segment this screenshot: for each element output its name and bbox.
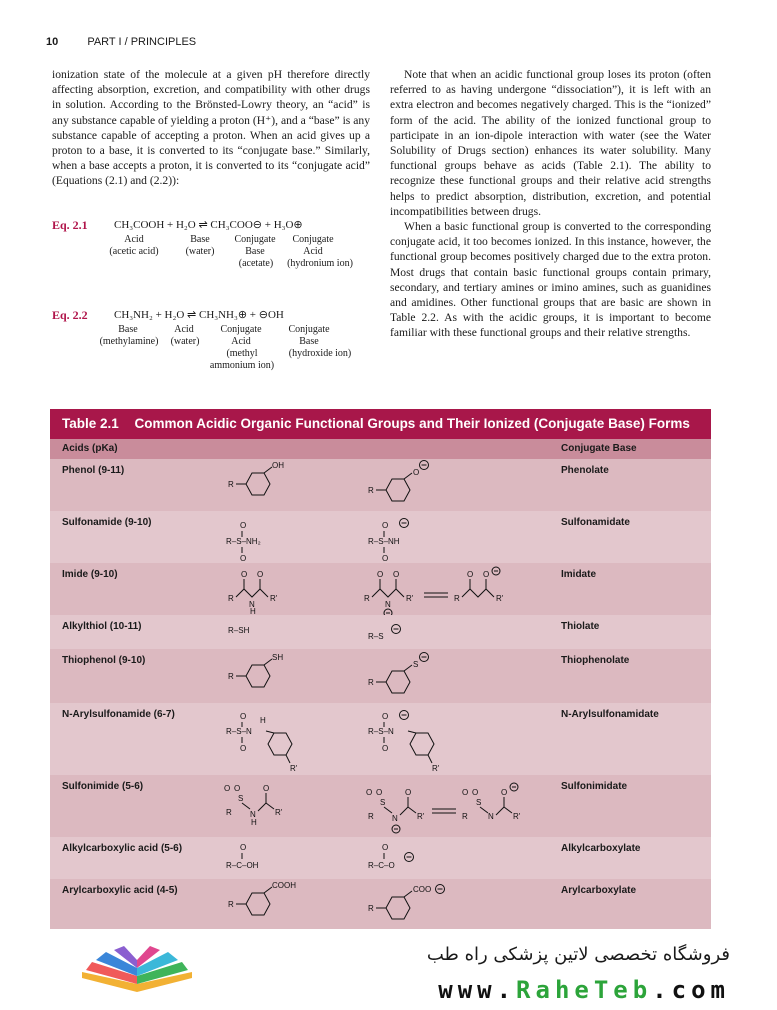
- group-label: R–S–N: [226, 727, 252, 736]
- right-column: [390, 67, 711, 341]
- table-row: [50, 615, 711, 649]
- sulfonimidate-structure: [362, 775, 562, 837]
- column-header-acids: Acids (pKa): [62, 443, 118, 454]
- term-role: Conjugate Acid: [220, 324, 262, 347]
- alkylcarboxylate-structure: [362, 837, 472, 879]
- svg-text:S: S: [238, 794, 244, 803]
- group-label: N: [385, 600, 391, 609]
- shop-url[interactable]: [400, 976, 730, 1004]
- svg-text:R: R: [226, 808, 232, 817]
- thiophenol-structure: [220, 649, 330, 703]
- group-label: R–S: [368, 632, 384, 641]
- url-prefix: www.: [438, 976, 517, 1004]
- column-header-conjugate-base: Conjugate Base: [561, 443, 637, 454]
- left-column: [52, 67, 370, 189]
- svg-text:R: R: [228, 900, 234, 909]
- term-role: Conjugate Base: [288, 324, 330, 347]
- svg-text:R: R: [228, 480, 234, 489]
- term-name: (methyl ammonium ion): [209, 348, 275, 371]
- url-brand: RaheTeb: [516, 976, 653, 1004]
- equation-label: Eq. 2.2: [52, 308, 88, 322]
- thiophenolate-structure: [362, 649, 472, 703]
- group-label: COOH: [272, 881, 296, 890]
- svg-text:H: H: [250, 607, 256, 615]
- group-label: N: [392, 814, 398, 823]
- shop-name: فروشگاه تخصصی لاتین پزشکی راه طب: [426, 944, 730, 965]
- svg-text:O: O: [377, 570, 384, 579]
- sulfonamide-structure: [220, 511, 330, 563]
- svg-text:R': R': [406, 594, 414, 603]
- svg-text:R: R: [368, 904, 374, 913]
- table-title-bar: [50, 409, 711, 439]
- conjugate-name: Alkylcarboxylate: [561, 843, 641, 854]
- svg-text:R': R': [513, 812, 521, 821]
- right-paragraph-2: When a basic functional group is converted to the corresponding conjugate acid, it too becomes ionized. In this instance, however, the functional group becomes positively charged due to the extra proton. Most drugs that contain basic functional groups contain primary, secondary, and tertiary amines or imino amines, such as guanidines and amidines. Other functional groups that are basic are shown in Table 2.2. As with the acidic groups, it is important to become familiar with these functional groups and their relative strengths.: [390, 220, 711, 340]
- svg-text:O: O: [240, 744, 247, 753]
- svg-text:N: N: [488, 812, 494, 821]
- group-label: R–S–NH: [368, 537, 400, 546]
- acid-name: Alkylcarboxylic acid (5-6): [62, 843, 183, 854]
- term-role: Base: [190, 234, 210, 245]
- thiolate-structure: [362, 615, 472, 649]
- table-2-1: [50, 409, 711, 929]
- group-label: R–S–N: [368, 727, 394, 736]
- table-row: [50, 563, 711, 615]
- acid-name: N-Arylsulfonamide (6-7): [62, 709, 175, 720]
- term-name: (methylamine): [99, 336, 159, 347]
- conjugate-name: Arylcarboxylate: [561, 885, 637, 896]
- term-name: (hydroxide ion): [288, 348, 352, 359]
- svg-text:O: O: [472, 788, 479, 797]
- conjugate-name: Thiolate: [561, 621, 600, 632]
- equation-label: Eq. 2.1: [52, 218, 88, 232]
- acid-name: Alkylthiol (10-11): [62, 621, 142, 632]
- table-row: [50, 511, 711, 563]
- arylcarboxylate-structure: [362, 879, 472, 929]
- conjugate-name: Imidate: [561, 569, 597, 580]
- term-role: Conjugate Acid: [292, 234, 334, 257]
- group-label: O: [413, 468, 420, 477]
- group-label: OH: [272, 461, 284, 470]
- n-arylsulfonamide-structure: [220, 703, 330, 775]
- term-name: (water): [185, 246, 215, 257]
- svg-text:O: O: [382, 521, 389, 530]
- svg-text:R': R': [270, 594, 278, 603]
- term-name: (acetic acid): [109, 246, 159, 257]
- acid-name: Thiophenol (9-10): [62, 655, 146, 666]
- term-role: Base: [118, 324, 138, 335]
- svg-text:O: O: [240, 554, 247, 563]
- svg-text:O: O: [224, 784, 231, 793]
- svg-text:O: O: [234, 784, 241, 793]
- table-row: [50, 649, 711, 703]
- svg-text:O: O: [366, 788, 373, 797]
- equation-reaction: CH₃NH₂ + H₂O ⇌ CH₃NH₃⊕ + ⊖OH: [114, 309, 284, 321]
- url-suffix: .com: [652, 976, 730, 1004]
- imidate-structure: [362, 563, 562, 615]
- table-header-row: [50, 439, 711, 459]
- running-header: [46, 36, 196, 48]
- group-label: S: [413, 660, 419, 669]
- svg-text:R: R: [368, 486, 374, 495]
- svg-text:O: O: [376, 788, 383, 797]
- equation-reaction: CH₃COOH + H₂O ⇌ CH₃COO⊖ + H₃O⊕: [114, 219, 303, 231]
- svg-text:O: O: [240, 521, 247, 530]
- svg-text:H: H: [260, 716, 266, 725]
- sulfonamidate-structure: [362, 511, 472, 563]
- acid-name: Sulfonamide (9-10): [62, 517, 152, 528]
- imide-structure: [220, 563, 330, 615]
- group-label: SH: [272, 653, 284, 662]
- term-role: Acid: [174, 324, 194, 335]
- svg-text:R: R: [462, 812, 468, 821]
- table-row: [50, 837, 711, 879]
- group-label: R–S–NH₂: [226, 537, 261, 546]
- acid-name: Sulfonimide (5-6): [62, 781, 144, 792]
- conjugate-name: N-Arylsulfonamidate: [561, 709, 659, 720]
- group-label: R–C–OH: [226, 861, 259, 870]
- svg-text:O: O: [241, 570, 248, 579]
- svg-text:R: R: [454, 594, 460, 603]
- svg-text:O: O: [462, 788, 469, 797]
- svg-text:R': R': [432, 764, 440, 773]
- svg-text:O: O: [405, 788, 412, 797]
- svg-text:H: H: [251, 818, 257, 827]
- svg-text:O: O: [263, 784, 270, 793]
- svg-text:S: S: [380, 798, 386, 807]
- svg-text:O: O: [257, 570, 264, 579]
- alkylcarboxylic-acid-structure: [220, 837, 330, 879]
- term-role: Acid: [124, 234, 144, 245]
- svg-text:R: R: [368, 812, 374, 821]
- term-name: (water): [170, 336, 200, 347]
- group-label: COO: [413, 885, 432, 894]
- svg-text:R': R': [496, 594, 504, 603]
- svg-text:O: O: [382, 554, 389, 563]
- svg-text:R: R: [228, 672, 234, 681]
- term-role: Conjugate Base: [234, 234, 276, 257]
- group-label: R–C–O: [368, 861, 395, 870]
- conjugate-name: Sulfonimidate: [561, 781, 628, 792]
- svg-text:O: O: [240, 843, 247, 852]
- svg-text:O: O: [382, 843, 389, 852]
- conjugate-name: Sulfonamidate: [561, 517, 630, 528]
- term-name: (hydronium ion): [287, 258, 353, 269]
- svg-text:R': R': [290, 764, 298, 773]
- term-name: (acetate): [238, 258, 274, 269]
- equation-2-2: [52, 308, 382, 380]
- arylcarboxylic-acid-structure: [220, 879, 330, 929]
- conjugate-name: Phenolate: [561, 465, 609, 476]
- table-row: [50, 459, 711, 511]
- svg-text:O: O: [393, 570, 400, 579]
- svg-text:R: R: [228, 594, 234, 603]
- svg-text:R: R: [364, 594, 370, 603]
- table-title: Common Acidic Organic Functional Groups and Their Ionized (Conjugate Base) Forms: [134, 416, 690, 431]
- table-row: [50, 703, 711, 775]
- phenolate-structure: [362, 459, 472, 511]
- alkylthiol-structure: [220, 615, 330, 649]
- group-label: N: [250, 810, 256, 819]
- svg-text:O: O: [501, 788, 508, 797]
- acid-name: Imide (9-10): [62, 569, 118, 580]
- svg-text:R': R': [275, 808, 283, 817]
- left-paragraph: ionization state of the molecule at a given pH therefore directly affecting absorption, excretion, and compatibility with other drugs in solution. According to the Brönsted-Lowry theory, an “acid” is any substance capable of yielding a proton (H⁺), and a “base” is any substance capable of accepting a proton. When an acid gives up a proton to a base, it is converted to its “conjugate base.” Similarly, when a base accepts a proton, it is converted to its “conjugate acid” (Equations (2.1) and (2.2)):: [52, 68, 370, 188]
- sulfonimide-structure: [220, 775, 330, 837]
- svg-text:O: O: [467, 570, 474, 579]
- svg-text:R': R': [417, 812, 425, 821]
- right-paragraph-1: Note that when an acidic functional group loses its proton (often referred to as having undergone “dissociation”), it is left with an extra electron and becomes negatively charged. This is the “ionized” form of the acid. The ability of the ionized functional group to participate in an ion-dipole interaction with water (see the Water Solubility of Drugs section) enhances its water solubility. Many functional groups behave as acids (Table 2.1). The ability to recognize these functional groups and their relative acid strengths helps to predict absorption, distribution, excretion, and potential incompatibilities between drugs.: [390, 68, 711, 218]
- n-arylsulfonamidate-structure: [362, 703, 472, 775]
- group-label: R–SH: [228, 626, 250, 635]
- part-title: PART I / PRINCIPLES: [87, 36, 197, 48]
- conjugate-name: Thiophenolate: [561, 655, 630, 666]
- table-number: Table 2.1: [62, 416, 119, 431]
- equation-2-1: [52, 218, 382, 278]
- svg-text:O: O: [382, 744, 389, 753]
- svg-text:O: O: [240, 712, 247, 721]
- table-row: [50, 879, 711, 929]
- open-book-logo: [62, 942, 212, 1000]
- acid-name: Phenol (9-11): [62, 465, 125, 476]
- svg-text:O: O: [382, 712, 389, 721]
- phenol-structure: [220, 459, 330, 511]
- svg-text:O: O: [483, 570, 490, 579]
- group-label: N: [249, 600, 255, 609]
- svg-text:S: S: [476, 798, 482, 807]
- page-number: 10: [46, 36, 59, 48]
- svg-text:R: R: [368, 678, 374, 687]
- table-row: [50, 775, 711, 837]
- acid-name: Arylcarboxylic acid (4-5): [62, 885, 178, 896]
